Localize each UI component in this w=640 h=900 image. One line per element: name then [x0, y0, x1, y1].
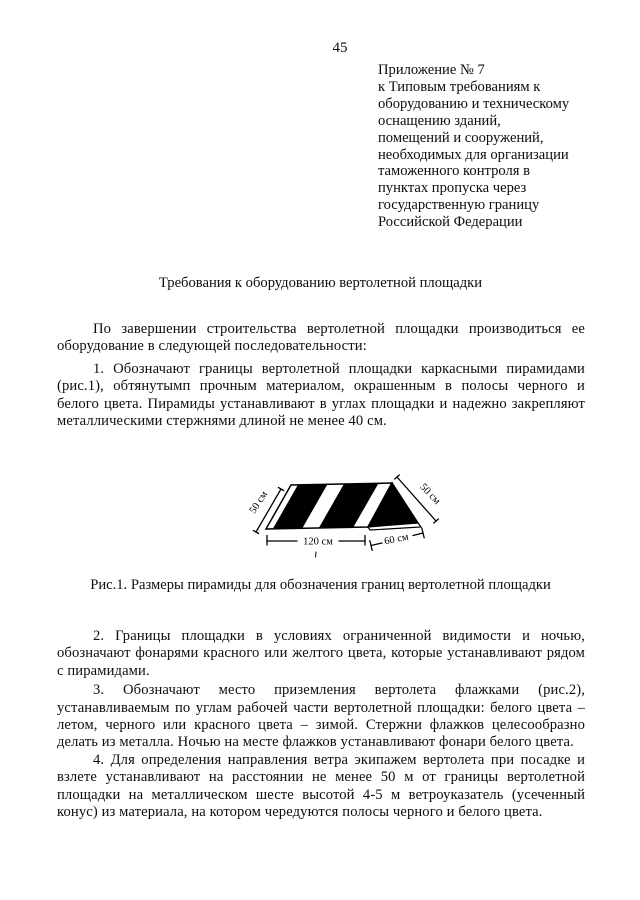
dimension-label-right: 50 см [417, 481, 443, 507]
appendix-line: пунктах пропуска через [378, 180, 527, 197]
body-block-bottom [57, 628, 585, 821]
appendix-line: оснащению зданий, [378, 112, 501, 129]
figure-1 [240, 463, 450, 563]
paragraph-item4: 4. Для определения направления ветра экипажем вертолета при посадке и взлете устанавливают на расстоянии не менее 50 м от границы вертолетной площадки на металлическом шесте высотой 4-5 м ветроуказатель (усеченный конус) из материала, на котором чередуются полосы черного и белого цвета. [57, 751, 585, 821]
pyramid-figure [240, 463, 450, 563]
document-title: Требования к оборудованию вертолетной площадки [158, 275, 483, 291]
paragraph-item1: 1. Обозначают границы вертолетной площадки каркасными пирамидами (рис.1), обтянутымп прочным материалом, окрашенным в полосы черного и белого цвета. Пирамиды устанавливают в углах площадки и надежно закрепляют металлическими стержнями длиной не менее 40 см. [57, 360, 585, 430]
paragraph-item2: 2. Границы площадки в условиях ограниченной видимости и ночью, обозначают фонарями красного или желтого цвета, которые устанавливают рядом с пирамидами. [57, 628, 585, 679]
page-number: 45 [332, 40, 348, 56]
appendix-line: государственную границу [378, 197, 540, 214]
appendix-line: необходимых для организации [378, 146, 569, 163]
dimension-label-left: 50 см [247, 489, 271, 516]
appendix-line: Российской Федерации [378, 214, 523, 231]
appendix-line: помещений и сооружений, [378, 129, 544, 146]
appendix-line: оборудованию и техническому [378, 95, 570, 112]
appendix-line: к Типовым требованиям к [378, 78, 541, 95]
paragraph-intro: По завершении строительства вертолетной площадки производиться ее оборудование в следующей последовательности: [57, 321, 585, 355]
dimension-label-depth: 60 см [383, 531, 410, 548]
paragraph-item3: 3. Обозначают место приземления вертолета флажками (рис.2), устанавливаемым по углам рабочей части вертолетной площадки: белого цвета – летом, черного или красного цвета – зимой. Стержни флажков целесообразно делать из металла. Ночью на месте флажков устанавливают фонари белого цвета. [57, 682, 585, 751]
appendix-block [378, 62, 593, 231]
dimension-label-bottom: 120 см [303, 536, 333, 548]
appendix-line: Приложение № 7 [378, 62, 485, 78]
body-block-top [57, 321, 585, 430]
appendix-line: таможенного контроля в [378, 163, 531, 180]
figure-caption: Рис.1. Размеры пирамиды для обозначения границ вертолетной площадки [90, 577, 551, 593]
